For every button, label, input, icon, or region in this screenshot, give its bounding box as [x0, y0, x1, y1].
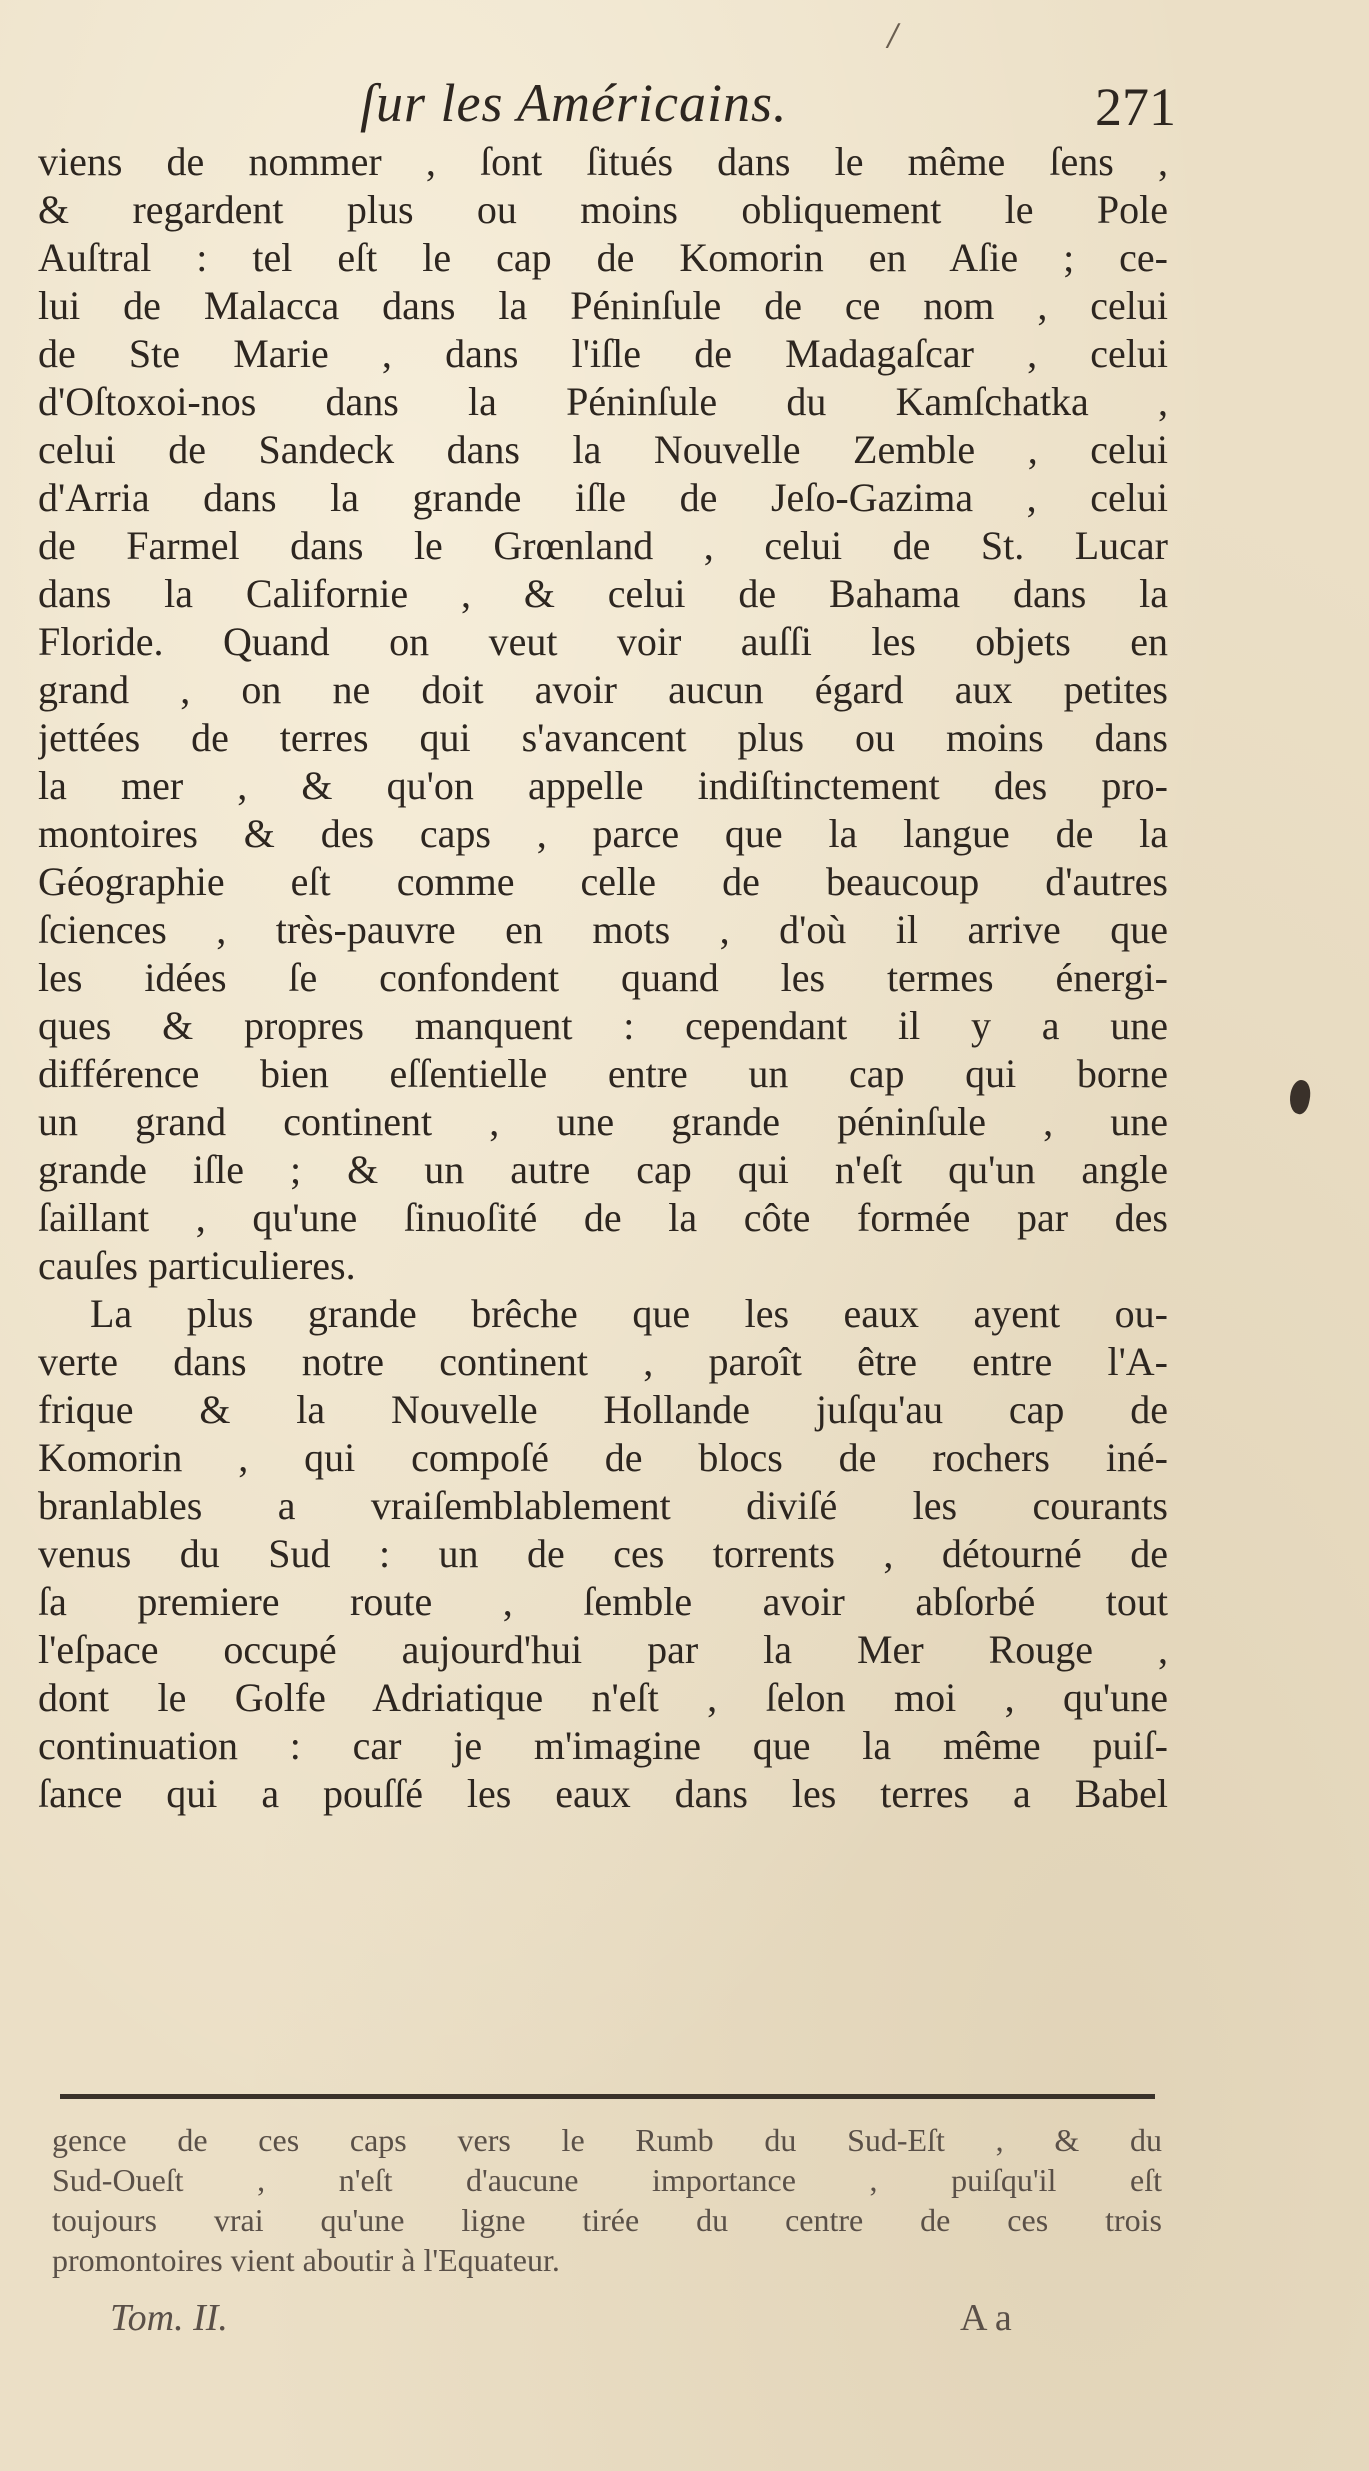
body-line: Géographie eſt comme celle de beaucoup d'autres — [38, 859, 1168, 904]
signature-mark: A a — [960, 2297, 1012, 2339]
body-line: de Farmel dans le Grœnland , celui de St. Lucar — [38, 523, 1168, 568]
body-line: Auſtral : tel eſt le cap de Komorin en Aſie ; ce- — [38, 235, 1168, 280]
footnote-rule — [60, 2094, 1155, 2099]
footnote-line: promontoires vient aboutir à l'Equateur. — [52, 2242, 560, 2278]
body-line: dans la Californie , & celui de Bahama dans la — [38, 571, 1168, 616]
body-line: l'eſpace occupé aujourd'hui par la Mer Rouge , — [38, 1627, 1168, 1672]
body-line: lui de Malacca dans la Péninſule de ce nom , celui — [38, 283, 1168, 328]
body-line: dont le Golfe Adriatique n'eſt , ſelon moi , qu'une — [38, 1675, 1168, 1720]
body-line: viens de nommer , ſont ſitués dans le même ſens , — [38, 139, 1168, 184]
body-line: un grand continent , une grande péninſule , une — [38, 1099, 1168, 1144]
body-line: cauſes particulieres. — [38, 1243, 356, 1288]
page-number: 271 — [1095, 77, 1176, 137]
body-line: Floride. Quand on veut voir auſſi les objets en — [38, 619, 1168, 664]
body-line: d'Arria dans la grande iſle de Jeſo-Gazima , celui — [38, 475, 1168, 520]
body-line: continuation : car je m'imagine que la même puiſ- — [38, 1723, 1168, 1768]
body-line: & regardent plus ou moins obliquement le Pole — [38, 187, 1168, 232]
body-line: ſciences , très-pauvre en mots , d'où il arrive que — [38, 907, 1168, 952]
body-line: Komorin , qui compoſé de blocs de rochers iné- — [38, 1435, 1168, 1480]
body-line: frique & la Nouvelle Hollande juſqu'au cap de — [38, 1387, 1168, 1432]
footnote-line: toujours vrai qu'une ligne tirée du centre de ces trois — [52, 2202, 1162, 2238]
body-line: montoires & des caps , parce que la langue de la — [38, 811, 1168, 856]
body-line: celui de Sandeck dans la Nouvelle Zemble , celui — [38, 427, 1168, 472]
body-line: jettées de terres qui s'avancent plus ou moins dans — [38, 715, 1168, 760]
body-line: les idées ſe confondent quand les termes énergi- — [38, 955, 1168, 1000]
body-line: grande iſle ; & un autre cap qui n'eſt qu'un angle — [38, 1147, 1168, 1192]
body-line: d'Oſtoxoi-nos dans la Péninſule du Kamſchatka , — [38, 379, 1168, 424]
body-line: grand , on ne doit avoir aucun égard aux petites — [38, 667, 1168, 712]
body-line: ſa premiere route , ſemble avoir abſorbé tout — [38, 1579, 1168, 1624]
body-line: la mer , & qu'on appelle indiſtinctement des pro- — [38, 763, 1168, 808]
body-line: verte dans notre continent , paroît être entre l'A- — [38, 1339, 1168, 1384]
body-line: différence bien eſſentielle entre un cap qui borne — [38, 1051, 1168, 1096]
running-head — [0, 72, 1369, 142]
body-line: La plus grande brêche que les eaux ayent ou- — [90, 1291, 1168, 1336]
body-line: de Ste Marie , dans l'iſle de Madagaſcar , celui — [38, 331, 1168, 376]
footnote-line: Sud-Oueſt , n'eſt d'aucune importance , puiſqu'il eſt — [52, 2162, 1162, 2198]
body-line: ſance qui a pouſſé les eaux dans les terres a Babel — [38, 1771, 1168, 1816]
body-text — [38, 138, 1168, 1818]
footnote-line: gence de ces caps vers le Rumb du Sud-Eſt , & du — [52, 2122, 1162, 2158]
top-mark: / — [888, 18, 899, 53]
tome-label: Tom. II. — [110, 2297, 228, 2339]
body-line: ques & propres manquent : cependant il y a une — [38, 1003, 1168, 1048]
running-title: ſur les Américains. — [360, 73, 788, 133]
body-line: branlables a vraiſemblablement diviſé les courants — [38, 1483, 1168, 1528]
body-line: ſaillant , qu'une ſinuoſité de la côte formée par des — [38, 1195, 1168, 1240]
footnote — [52, 2120, 1162, 2280]
body-line: venus du Sud : un de ces torrents , détourné de — [38, 1531, 1168, 1576]
signature-line — [70, 2296, 1140, 2346]
